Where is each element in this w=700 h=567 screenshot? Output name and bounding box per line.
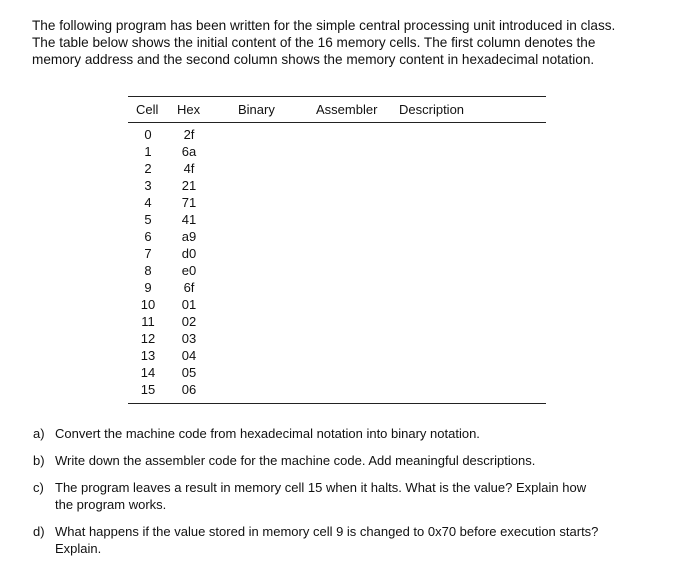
cell-address: 5	[144, 212, 152, 227]
cell-address: 12	[140, 331, 156, 346]
cell-address: 7	[144, 246, 152, 261]
table-row	[128, 262, 546, 279]
cell-address: 15	[140, 382, 156, 397]
question-text: the program works.	[55, 497, 167, 512]
cell-hex: 4f	[183, 161, 195, 176]
table-row	[128, 177, 546, 194]
header-assembler: Assembler	[316, 102, 378, 117]
question-d	[33, 523, 648, 557]
question-label: a)	[33, 426, 45, 441]
question-text: Write down the assembler code for the machine code. Add meaningful descriptions.	[55, 453, 536, 468]
intro-line: memory address and the second column shows the memory content in hexadecimal notation.	[32, 52, 595, 67]
cell-address: 0	[144, 127, 152, 142]
cell-hex: 21	[181, 178, 197, 193]
table-row	[128, 126, 546, 143]
header-cell: Cell	[136, 102, 159, 117]
intro-line: The table below shows the initial content of the 16 memory cells. The first column denotes the	[32, 35, 596, 50]
cell-address: 1	[144, 144, 152, 159]
table-body	[128, 123, 546, 403]
table-row	[128, 313, 546, 330]
cell-hex: d0	[181, 246, 197, 261]
cell-hex: a9	[181, 229, 197, 244]
header-hex: Hex	[177, 102, 201, 117]
table-row	[128, 143, 546, 160]
cell-address: 9	[144, 280, 152, 295]
cell-hex: 6f	[183, 280, 195, 295]
memory-table	[128, 96, 546, 404]
question-label: b)	[33, 453, 45, 468]
intro-line: The following program has been written for the simple central processing unit introduced in class.	[32, 18, 616, 33]
table-row	[128, 279, 546, 296]
cell-hex: 2f	[183, 127, 195, 142]
cell-hex: 6a	[181, 144, 197, 159]
cell-address: 6	[144, 229, 152, 244]
cell-hex: 41	[181, 212, 197, 227]
cell-hex: 02	[181, 314, 197, 329]
cell-address: 14	[140, 365, 156, 380]
question-c	[33, 479, 648, 513]
cell-hex: 06	[181, 382, 197, 397]
table-header	[128, 97, 546, 123]
table-row	[128, 330, 546, 347]
cell-hex: 01	[181, 297, 197, 312]
table-row	[128, 245, 546, 262]
table-row	[128, 347, 546, 364]
table-row	[128, 364, 546, 381]
cell-hex: 04	[181, 348, 197, 363]
question-text: Convert the machine code from hexadecimal notation into binary notation.	[55, 426, 480, 441]
table-row	[128, 160, 546, 177]
cell-hex: 71	[181, 195, 197, 210]
cell-hex: e0	[181, 263, 197, 278]
question-text: Explain.	[55, 541, 102, 556]
question-a	[33, 425, 648, 442]
table-row	[128, 211, 546, 228]
table-row	[128, 228, 546, 245]
cell-hex: 05	[181, 365, 197, 380]
cell-address: 11	[141, 314, 155, 329]
table-row	[128, 194, 546, 211]
question-b	[33, 452, 648, 469]
cell-hex: 03	[181, 331, 197, 346]
cell-address: 4	[144, 195, 152, 210]
question-text: What happens if the value stored in memory cell 9 is changed to 0x70 before execution starts?	[55, 524, 599, 539]
table-row	[128, 381, 546, 398]
cell-address: 8	[144, 263, 152, 278]
header-description: Description	[399, 102, 465, 117]
cell-address: 10	[140, 297, 156, 312]
table-row	[128, 296, 546, 313]
question-label: d)	[33, 524, 45, 539]
question-label: c)	[33, 480, 44, 495]
question-text: The program leaves a result in memory cell 15 when it halts. What is the value? Explain how	[55, 480, 587, 495]
header-binary: Binary	[238, 102, 275, 117]
cell-address: 13	[140, 348, 156, 363]
intro-paragraph	[32, 17, 644, 68]
cell-address: 2	[144, 161, 152, 176]
cell-address: 3	[144, 178, 152, 193]
question-list	[33, 425, 648, 567]
